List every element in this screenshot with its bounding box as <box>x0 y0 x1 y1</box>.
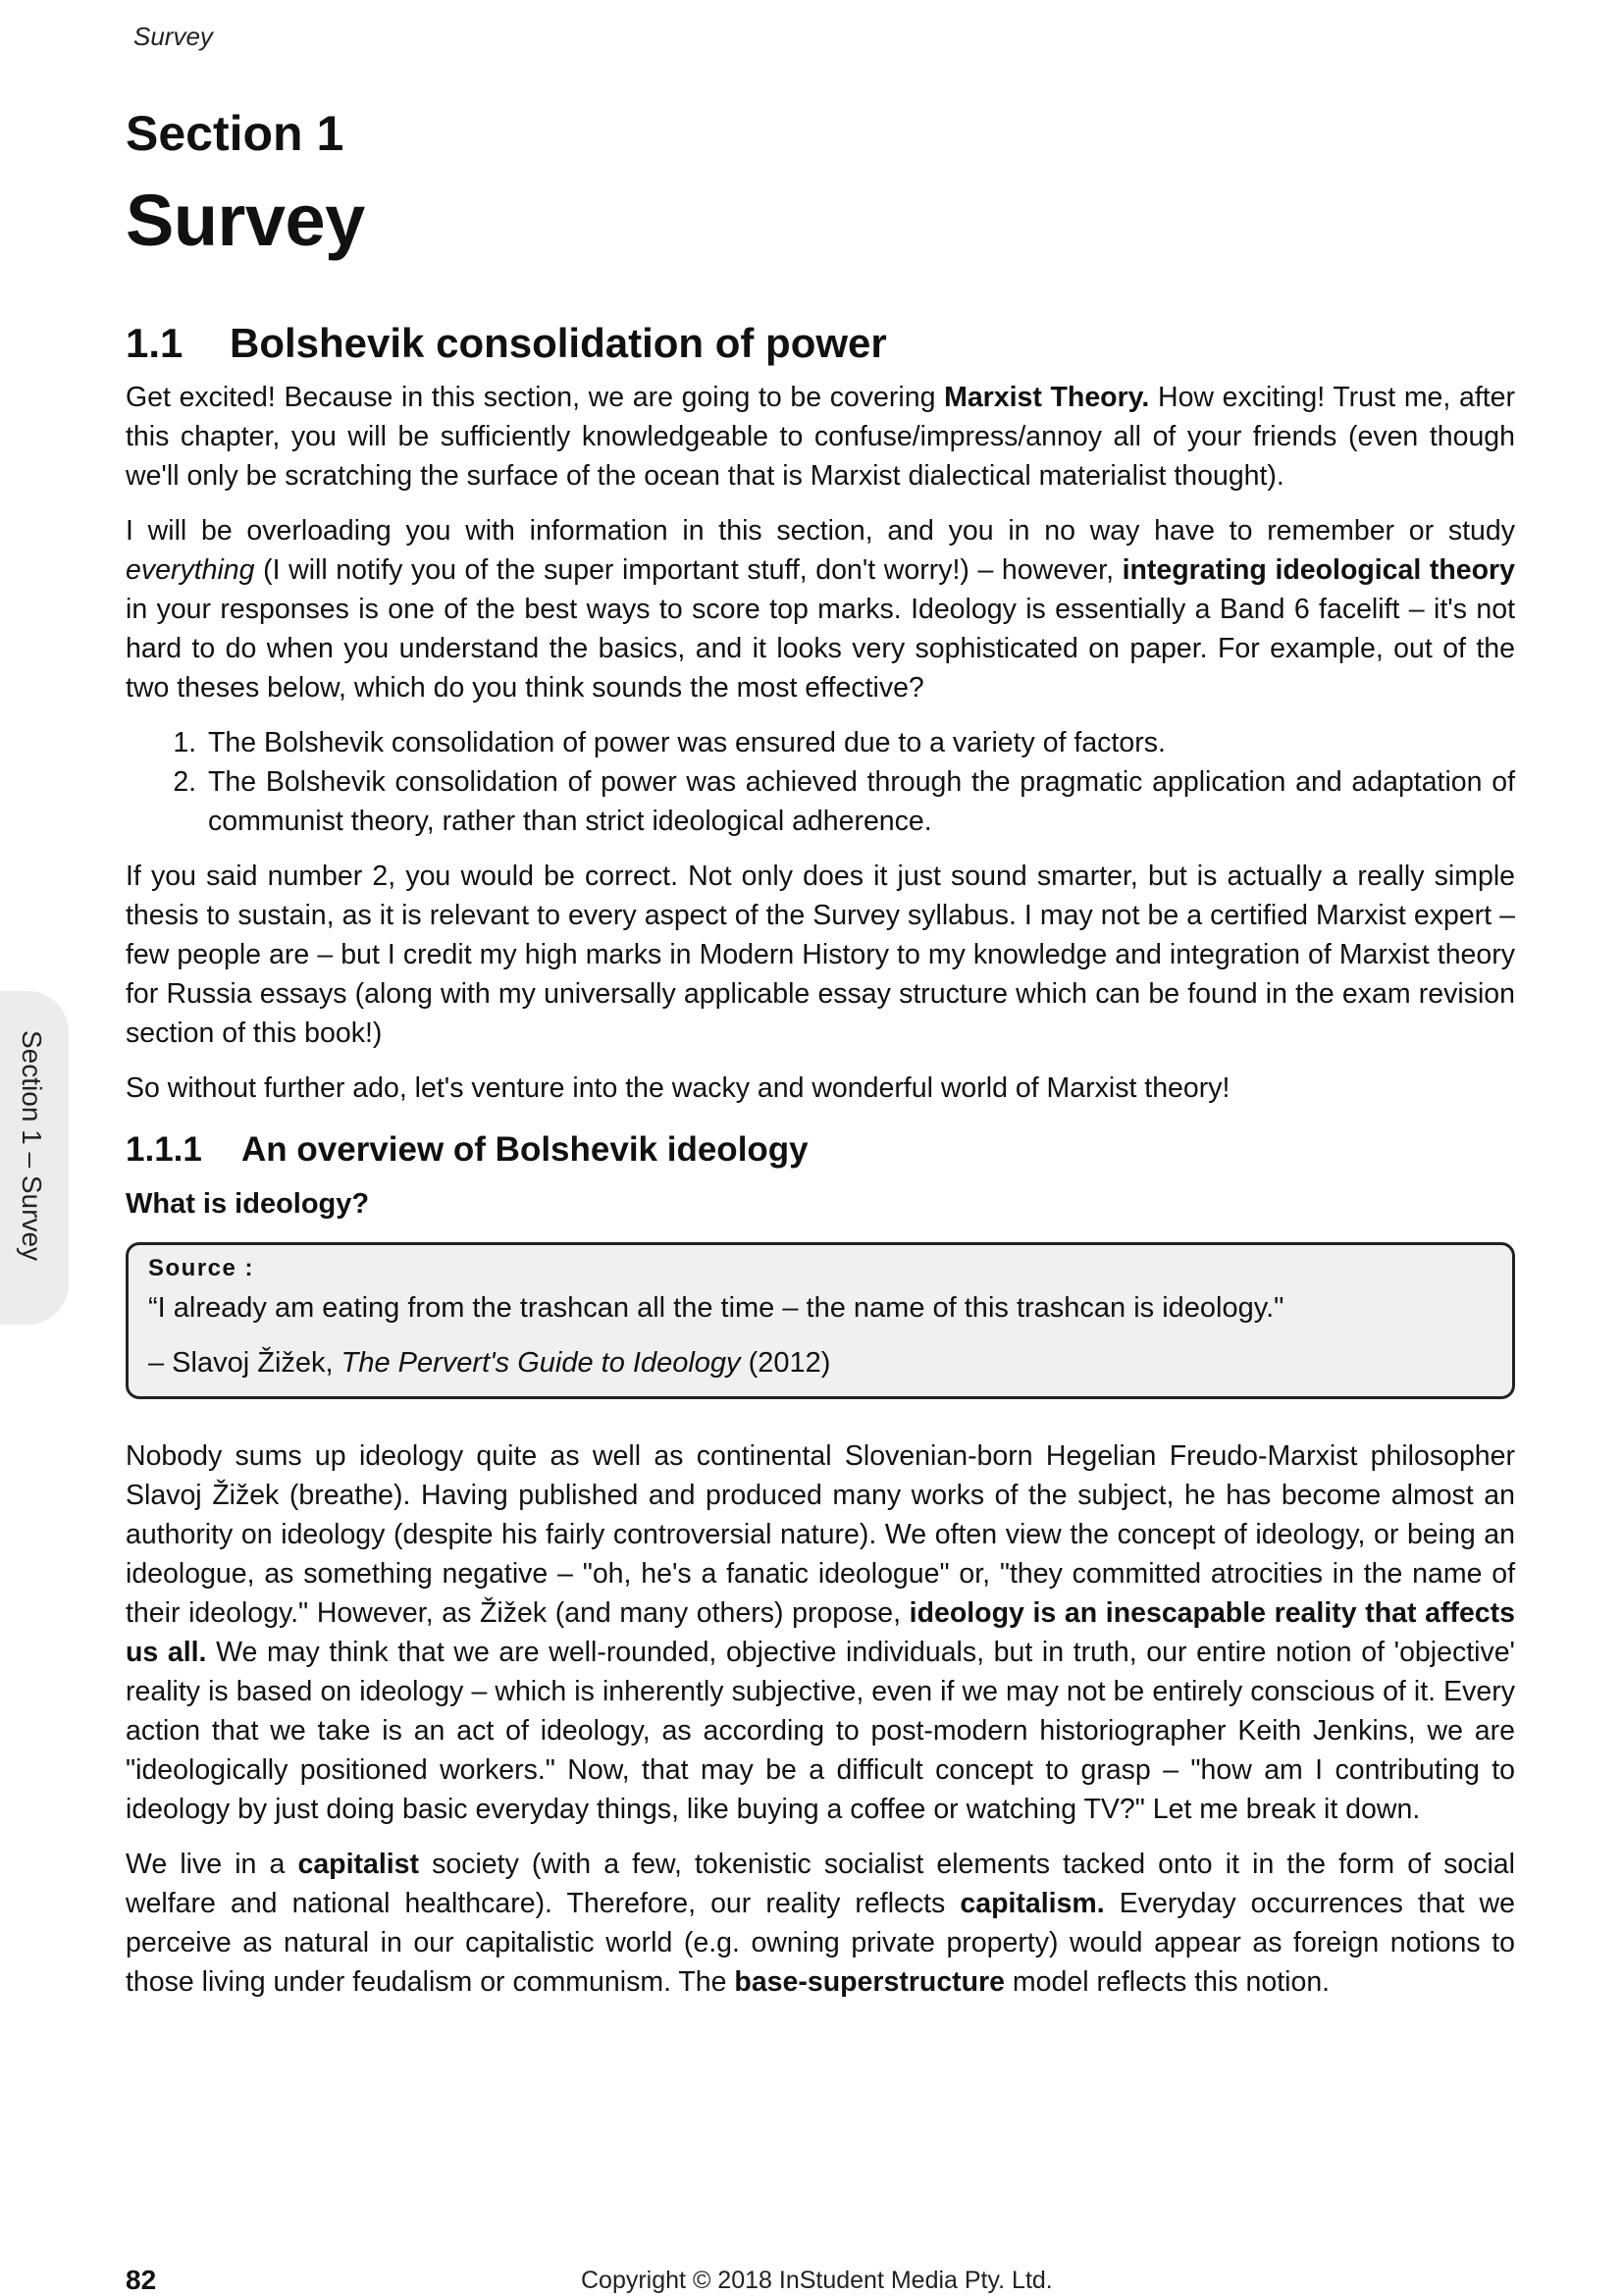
emphasis-text: ideology is an inescapable reality that affects us all. <box>126 1597 1515 1669</box>
citation-work: The Pervert's Guide to Ideology <box>340 1347 741 1380</box>
text-run: Everyday occurrences that we perceive as natural in our capitalistic world (e.g. owning private property) would appear as foreign notions to those living under feudalism or communism. The <box>126 1888 1515 1999</box>
transition-paragraph: So without further ado, let's venture into the wacky and wonderful world of Marxist theory! <box>126 1072 1230 1105</box>
emphasis-text: capitalism. <box>960 1888 1105 1920</box>
zizek-paragraph <box>126 1436 1515 1829</box>
text-run: I will be overloading you with information in this section, and you in no way have to remember or study <box>126 515 1515 548</box>
section-label: Section 1 <box>126 106 344 161</box>
subsection-title: Bolshevik consolidation of power <box>230 319 887 366</box>
text-run: in your responses is one of the best ways to score top marks. Ideology is essentially a Band 6 facelift – it's not hard to do when you understand the basics, and it looks very sophisticated on paper. For example, out of the two theses below, which do you think sounds the most effective? <box>126 594 1515 704</box>
capitalism-paragraph <box>126 1845 1515 2002</box>
emphasis-text: capitalist <box>297 1849 420 1881</box>
answer-paragraph: If you said number 2, you would be correct. Not only does it just sound smarter, but is actually a really simple thesis to sustain, as it is relevant to every aspect of the Survey syllabus. I may not be a certified Marxist expert – few people are – but I credit my high marks in Modern History to my knowledge and integration of Marxist theory for Russia essays (along with my universally applicable essay structure which can be found in the exam revision section of this book!) <box>126 861 1515 1050</box>
subsubsection-number: 1.1.1 <box>126 1130 202 1170</box>
emphasis-text: base-superstructure <box>734 1966 1006 1999</box>
subsection-heading <box>126 319 1515 368</box>
text-run: model reflects this notion. <box>1005 1966 1331 1999</box>
citation-year: (2012) <box>740 1347 831 1380</box>
copyright-notice: Copyright © 2018 InStudent Media Pty. Ltd. <box>581 2267 1053 2294</box>
text-run: We live in a <box>126 1849 298 1881</box>
subsection-number: 1.1 <box>126 319 183 366</box>
source-quote: “I already am eating from the trashcan all the time – the name of this trashcan is ideology." <box>148 1292 1284 1325</box>
emphasis-text: Marxist Theory. <box>944 382 1150 414</box>
page-content <box>126 106 1515 2017</box>
theses-list <box>126 723 1515 841</box>
source-box <box>126 1242 1515 1399</box>
question-heading: What is ideology? <box>126 1188 370 1221</box>
citation-author: – Slavoj Žižek, <box>148 1347 341 1380</box>
overloading-paragraph <box>126 511 1515 707</box>
source-label: Source : <box>148 1255 255 1282</box>
source-citation <box>148 1343 1492 1383</box>
emphasis-text: integrating ideological theory <box>1122 554 1515 587</box>
text-run: We may think that we are well-rounded, objective individuals, but in truth, our entire notion of 'objective' reality is based on ideology – which is inherently subjective, even if we may not be entirely conscious of it. Every action that we take is an act of ideology, as according to post-modern historiographer Keith Jenkins, we are "ideologically positioned workers." Now, that may be a difficult concept to grasp – "how am I contributing to ideology by just doing basic everyday things, like buying a coffee or watching TV?" Let me break it down. <box>126 1637 1515 1826</box>
side-tab-label: Section 1 – Survey <box>17 1030 47 1262</box>
subsubsection-heading <box>126 1129 1515 1171</box>
subsubsection-title: An overview of Bolshevik ideology <box>241 1130 809 1170</box>
page-number: 82 <box>126 2265 157 2295</box>
text-run: Get excited! Because in this section, we are going to be covering <box>126 382 945 414</box>
section-title: Survey <box>126 179 365 261</box>
text-run: society (with a few, tokenistic socialist elements tacked onto it in the form of social welfare and national healthcare). Therefore, our reality reflects <box>126 1849 1515 1920</box>
text-run: (I will notify you of the super important stuff, don't worry!) – however, <box>254 554 1123 587</box>
text-run: How exciting! Trust me, after this chapter, you will be sufficiently knowledgeable to confuse/impress/annoy all of your friends (even though we'll only be scratching the surface of the ocean that is Marxist dialectical materialist thought). <box>126 382 1515 493</box>
list-item: 2. The Bolshevik consolidation of power was achieved through the pragmatic application and adaptation of communist theory, rather than strict ideological adherence. <box>204 762 1515 841</box>
intro-paragraph <box>126 378 1515 496</box>
running-header: Survey <box>133 22 213 51</box>
list-item: 1. The Bolshevik consolidation of power was ensured due to a variety of factors. <box>204 723 1515 762</box>
italic-text: everything <box>126 554 255 587</box>
text-run: Nobody sums up ideology quite as well as continental Slovenian-born Hegelian Freudo-Marxist philosopher Slavoj Žižek (breathe). Having published and produced many works of the subject, he has become almost an authority on ideology (despite his fairly controversial nature). We often view the concept of ideology, or being an ideologue, as something negative – "oh, he's a fanatic ideologue" or, "they committed atrocities in the name of their ideology." However, as Žižek (and many others) propose, <box>126 1440 1515 1630</box>
